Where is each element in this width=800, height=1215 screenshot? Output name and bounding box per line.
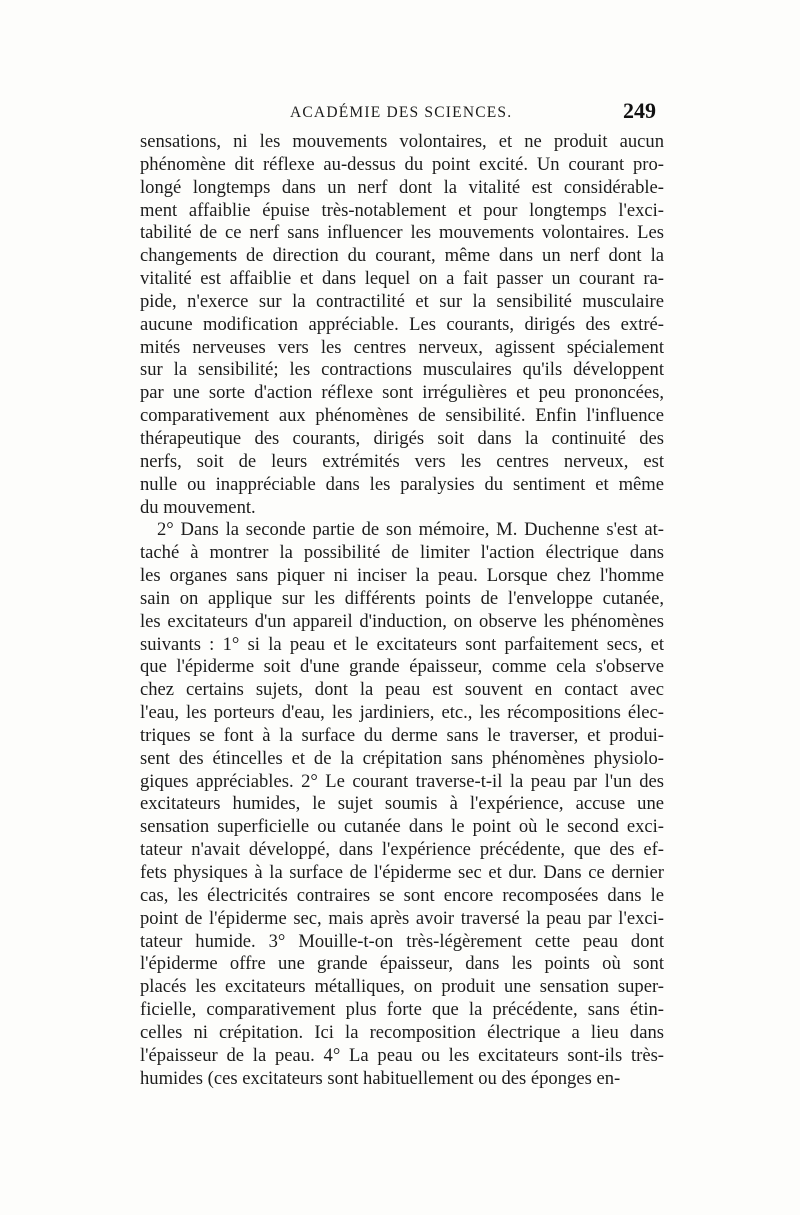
text-line: tabilité de ce nerf sans influencer les mouvements volontaires. Les	[140, 222, 664, 244]
text-line: pide, n'exerce sur la contractilité et sur la sensibilité musculaire	[140, 290, 664, 312]
text-line: 2° Dans la seconde partie de son mémoire, M. Duchenne s'est at-	[157, 519, 664, 541]
text-line: comparativement aux phénomènes de sensibilité. Enfin l'influence	[140, 405, 664, 427]
text-line: nerfs, soit de leurs extrémités vers les centres nerveux, est	[140, 450, 664, 472]
text-line: l'épaisseur de la peau. 4° La peau ou les excitateurs sont-ils très-	[140, 1044, 664, 1066]
text-line: changements de direction du courant, même dans un nerf dont la	[140, 245, 664, 267]
text-line: triques se font à la surface du derme sans le traverser, et produi-	[140, 724, 664, 746]
text-line: les organes sans piquer ni inciser la peau. Lorsque chez l'homme	[140, 565, 664, 587]
text-line: sent des étincelles et de la crépitation sans phénomènes physiolo-	[140, 747, 664, 769]
text-line: giques appréciables. 2° Le courant traverse-t-il la peau par l'un des	[140, 770, 664, 792]
text-line: excitateurs humides, le sujet soumis à l'expérience, accuse une	[140, 793, 664, 815]
text-line: thérapeutique des courants, dirigés soit dans la continuité des	[140, 427, 664, 449]
text-line: tateur humide. 3° Mouille-t-on très-légèrement cette peau dont	[140, 930, 664, 952]
text-line: ment affaiblie épuise très-notablement et pour longtemps l'exci-	[140, 199, 664, 221]
text-line: l'eau, les porteurs d'eau, les jardiniers, etc., les récompositions élec-	[140, 702, 664, 724]
text-line: phénomène dit réflexe au-dessus du point excité. Un courant pro-	[140, 153, 664, 175]
text-line: suivants : 1° si la peau et le excitateurs sont parfaitement secs, et	[140, 633, 664, 655]
text-line: mités nerveuses vers les centres nerveux, agissent spécialement	[140, 336, 664, 358]
text-line: sensations, ni les mouvements volontaires, et ne produit aucun	[140, 131, 664, 152]
text-line: par une sorte d'action réflexe sont irrégulières et peu prononcées,	[140, 382, 664, 404]
text-line: celles ni crépitation. Ici la recomposition électrique a lieu dans	[140, 1021, 664, 1043]
text-line: humides (ces excitateurs sont habituellement ou des éponges en-	[140, 1067, 621, 1089]
text-line: l'épiderme offre une grande épaisseur, dans les points où sont	[140, 953, 664, 975]
text-line: tateur n'avait développé, dans l'expérience précédente, que des ef-	[140, 839, 664, 861]
page-header	[140, 100, 664, 130]
text-line: vitalité est affaiblie et dans lequel on a fait passer un courant ra-	[140, 268, 664, 290]
text-line: point de l'épiderme sec, mais après avoir traversé la peau par l'exci-	[140, 907, 664, 929]
running-head: ACADÉMIE DES SCIENCES.	[290, 104, 513, 121]
text-line: que l'épiderme soit d'une grande épaisseur, comme cela s'observe	[140, 656, 664, 678]
text-line: sensation superficielle ou cutanée dans le point où le second exci-	[140, 816, 664, 838]
text-line: placés les excitateurs métalliques, on produit une sensation super-	[140, 976, 664, 998]
text-line: longé longtemps dans un nerf dont la vitalité est considérable-	[140, 176, 664, 198]
text-line: les excitateurs d'un appareil d'induction, on observe les phénomènes	[140, 610, 664, 632]
text-line: taché à montrer la possibilité de limiter l'action électrique dans	[140, 542, 664, 564]
page-number: 249	[623, 98, 656, 123]
text-line: sain on applique sur les différents points de l'enveloppe cutanée,	[140, 587, 664, 609]
text-line: aucune modification appréciable. Les courants, dirigés des extré-	[140, 313, 664, 335]
text-line: cas, les électricités contraires se sont encore recomposées dans le	[140, 884, 664, 906]
body-text	[140, 131, 664, 1089]
text-line: nulle ou inappréciable dans les paralysies du sentiment et même	[140, 473, 664, 495]
text-line: du mouvement.	[140, 496, 256, 518]
text-line: sur la sensibilité; les contractions musculaires qu'ils développent	[140, 359, 664, 381]
text-line: chez certains sujets, dont la peau est souvent en contact avec	[140, 679, 664, 701]
text-line: ficielle, comparativement plus forte que la précédente, sans étin-	[140, 999, 664, 1021]
text-line: fets physiques à la surface de l'épiderme sec et dur. Dans ce dernier	[140, 862, 664, 883]
